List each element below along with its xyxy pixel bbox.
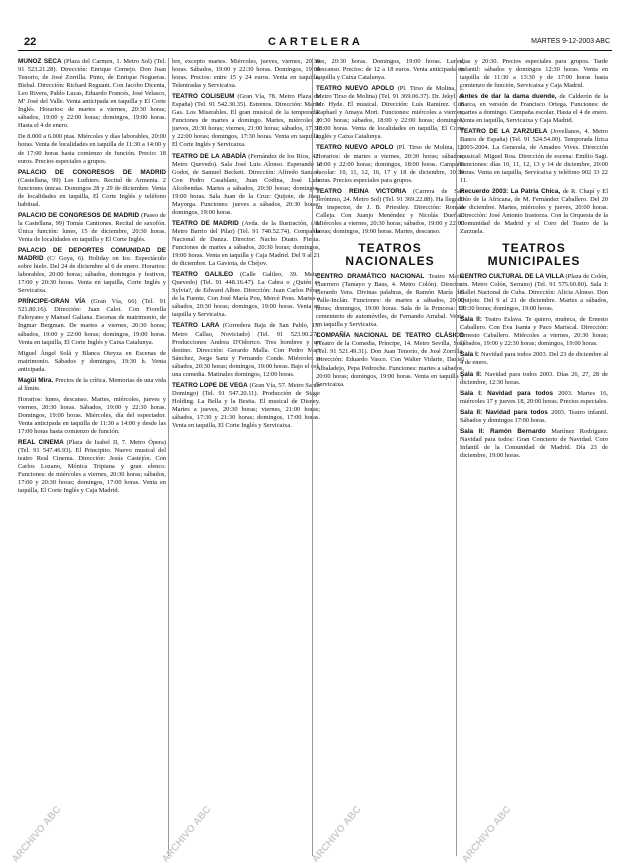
- watermark: ARCHIVO ABC: [10, 804, 64, 865]
- column-2: [172, 58, 320, 856]
- listing-entry: [460, 128, 608, 184]
- venue-name: TEATRO NUEVO APOLO: [316, 144, 397, 152]
- listing-text: (Corredera Baja de San Pablo, 15. Metro Callao, Noviciado) (Tel. 91 523.90.27). Producciones Andrea D'Odorico. Tres hombres y un destino. Dirección: Gerardo Malla. Con Pedro Mari Sánchez, Jorge Sanz y Fernando Conde. Miércoles a sábados, 20:30 horas; domingos, 19:00 horas. Bajo el sol, una comedia. Matinales domingos, 12:00 horas.: [172, 322, 320, 378]
- venue-name: PALACIO DE CONGRESOS DE MADRID: [18, 168, 166, 176]
- listing-entry: [18, 350, 166, 374]
- listing-text: Precios de la crítica. Memorias de una vida al límite.: [18, 376, 166, 392]
- listing-text: (Jovellanos, 4. Metro Banco de España) (Tel. 91 524.54.00). Temporada lírica 2003-2004. La Generala, de Amadeo Vives. Dirección musical: Miguel Roa. Dirección de escena: Emilio Sagi. Funciones: días 10, 11, 12, 13 y 14 de diciembre, 20:00 horas. Venta en taquilla, Servicaixa y teléfono 902 33 22 11.: [460, 128, 608, 184]
- listing-entry: [172, 93, 320, 149]
- venue-name: TEATRO DE LA ABADÍA: [172, 152, 249, 160]
- listing-text: nes, 20:30 horas. Domingos, 19:00 horas. Lunes, descanso. Precios: de 12 a 18 euros. Venta anticipada en taquilla y Caixa Catalunya.: [316, 58, 464, 82]
- listing-text: (Plaza de Isabel II, 7. Metro Ópera) (Tel. 91 547.46.93). El Principito. Nuevo musical del teatro Real Cinema. Dirección: Jesús Castejón. Con Carlos Lozano, Mónica Tripiana y gran elenco. Funciones: de miércoles a viernes, 20:30 horas; sábados, 17:00 y 20:30 horas; domingos, 17:00 horas. Venta en taquilla, El Corte Inglés y Caja Madrid.: [18, 439, 166, 495]
- venue-name: Sala II:: [460, 370, 485, 378]
- listing-text: (Pl. Tirso de Molina, 1. Metro Tirso de Molina) (Tel. 91 369.06.37). Dr. Jekyll & Mr. Hyde. El musical. Dirección: Luis Ramírez. Con Raphael y Amaya Mori. Funciones: miércoles a viernes, 20:30 horas; sábados, 18:00 y 22:00 horas; domingos, 18:00 horas. Venta de localidades en taquilla, El Corte Inglés y Caixa Catalunya.: [316, 85, 464, 141]
- section-heading: TEATROS NACIONALES: [345, 240, 435, 268]
- column-divider: [312, 58, 313, 856]
- listing-text: Martínez Rodríguez. Navidad para todos: Gran Concierto de Navidad. Coro Infantil de la Comunidad de Madrid. Día 23 de diciembre, 19:00 horas.: [460, 427, 608, 459]
- listing-entry: [172, 382, 320, 430]
- listing-entry: [18, 439, 166, 495]
- venue-name: CENTRO CULTURAL DE LA VILLA: [460, 272, 566, 280]
- venue-name: PALACIO DE DEPORTES COMUNIDAD DE MADRID: [18, 247, 166, 263]
- listing-text: (Teatro de la Comedia, Príncipe, 14. Metro Sevilla, Sol) (Tel. 91 521.49.31). Don Juan Tenorio, de José Zorrilla. Dirección: Eduardo Vasco. Con Walter Vidarte, Daniel Albaladejo, Pepa Pedroche. Funciones: martes a sábados, 20:00 horas; domingos, 19:00 horas. Venta en taquilla y Servicaixa.: [316, 340, 464, 388]
- page-header: [18, 36, 612, 51]
- listing-text: de Calderón de la Barca, en versión de Francisco Ortega. Funciones: de martes a domingo. Campaña escolar. Hasta el 4 de enero. Venta en taquilla, Servicaixa y Caja Madrid.: [460, 93, 608, 125]
- listing-entry: [172, 58, 320, 90]
- listing-text: (Gran Vía, 66) (Tel. 91 521.80.16). Dirección: Juan Calot. Con Fiorella Faltoyano y Manuel Galiana. Escenas de matrimonio, de Ingmar Bergman. De martes a viernes, 20:30 horas; sábados, 19:00 y 22:00 horas; domingos, 19:00 horas. Venta en taquilla, El Corte Inglés y Caixa Catalunya.: [18, 298, 166, 346]
- column-divider: [168, 58, 169, 856]
- venue-name: Sala I: Navidad para todos: [460, 389, 559, 397]
- listing-entry: [316, 58, 464, 82]
- listing-text: (Plaza del Carmen, 1. Metro Sol) (Tel. 91 523.21.28). Dirección: Enrique Cornejo. Don Juan Tenorio, de José Zorrilla. Pinto, de Enrique Nogueras. Bisbal. Dirección: Richard Reguant. Con Jacobo Dicenta, Leo Rivera, Pablo Lucas, Eduardo Francés, José Velasco, Mª José del Valle. Venta anticipada en taquilla y El Corte Inglés. Horarios: de martes a viernes, 20:30 horas; sábados, 19:00 y 22:00 horas; domingos, 19:00 horas. Hasta el 4 de enero.: [18, 58, 166, 130]
- listing-text: De 8.000 a 6.000 ptas. Miércoles y días laborables, 20:00 horas. Venta de localidades en taquilla de 11:30 a 14:00 y de 17:00 horas hasta comienzo de función. Precio: 18 euros. Precios especiales a grupos.: [18, 133, 166, 165]
- listing-entry: [316, 188, 464, 236]
- listing-entry: [316, 332, 464, 388]
- listing-entry: [460, 273, 608, 313]
- listing-text: (Plaza de Colón, s/n. Metro Colón, Serrano) (Tel. 91 575.60.80). Sala I: Ballet Nacional de Cuba. Dirección: Alicia Alonso. Don Quijote. Del 9 al 21 de diciembre. Martes a sábados, 20:30 horas; domingos, 19:00 horas.: [460, 272, 608, 313]
- venue-name: TEATRO COLISEUM: [172, 93, 238, 101]
- listing-entry: [460, 371, 608, 387]
- venue-name: COMPAÑÍA NACIONAL DE TEATRO CLÁSICO: [316, 332, 464, 340]
- watermark: ARCHIVO ABC: [460, 804, 514, 865]
- listing-entry: [316, 144, 464, 184]
- listing-entry: [18, 247, 166, 295]
- column-4: [460, 58, 608, 856]
- venue-name: TEATRO LARA: [172, 322, 223, 330]
- listing-text: de R. Chapí y El Dúo de la Africana, de M. Fernández Caballero. Del 20 de diciembre. Martes, miércoles y jueves, 20:00 horas. Dirección: José Antonio Irastorza. Con la Orquesta de la Comunidad de Madrid y el Coro del Teatro de la Zarzuela.: [460, 187, 608, 235]
- venue-name: Sala II:: [460, 316, 485, 324]
- listing-text: (Fernández de los Ríos, 42. Metro Quevedo). Sala José Luis Alonso. Esperando a Godot, de Samuel Beckett. Dirección: Alfredo Sanzol. Con Pedro Casablanc, Juan Codina, José Luis Alcobendas. Martes a sábados, 20:30 horas; domingos, 19:00 horas. Sala Juan de la Cruz: Quijote, de Juan Mayorga. Funciones: jueves a sábados, 20:30 horas; domingos, 19:00 horas.: [172, 152, 320, 216]
- listing-entry: [460, 351, 608, 367]
- venue-name: PALACIO DE CONGRESOS DE MADRID: [18, 211, 142, 219]
- watermark: ARCHIVO ABC: [160, 804, 214, 865]
- page-number: 22: [24, 36, 37, 48]
- listing-entry: [18, 169, 166, 209]
- listing-entry: [460, 428, 608, 460]
- listing-entry: [460, 188, 608, 236]
- listing-entry: [18, 377, 166, 393]
- listing-text: Navidad para todos 2003. Días 26, 27, 28 de diciembre, 12:30 horas.: [460, 370, 608, 386]
- listing-entry: [316, 85, 464, 141]
- listing-entry: [18, 58, 166, 130]
- listing-text: 2003. Teatro infantil. Sábados y domingos 17:00 horas.: [460, 408, 608, 424]
- listing-text: (Carrera de San Jerónimo, 24. Metro Sol) (Tel. 91 369.22.88). Ha llegado un inspector, de J. B. Priestley. Dirección: Román Calleja. Con Juanjo Menéndez y Nicolás Dueñas. Miércoles a viernes, 20:30 horas; sábados, 19:00 y 22:00 horas; domingos, 19:00 horas. Martes, descanso.: [316, 187, 464, 235]
- listing-entry: [172, 153, 320, 217]
- listing-entry: [316, 273, 464, 329]
- venue-name: Sala II: Ramón Bernardo: [460, 427, 552, 435]
- section-heading: TEATROS MUNICIPALES: [487, 240, 581, 268]
- listing-entry: [18, 133, 166, 165]
- venue-name: PRÍNCIPE-GRAN VÍA: [18, 298, 92, 306]
- listing-entry: [18, 212, 166, 244]
- venue-name: TEATRO REINA VICTORIA: [316, 187, 414, 195]
- listing-entry: [460, 316, 608, 348]
- listing-text: Teatro María Guerrero (Tamayo y Baus, 4. Metro Colón). Director: Gerardo Vera. Divinas palabras, de Ramón María del Valle-Inclán. Funciones: de martes a sábados, 20:00 horas; domingos, 19:00 horas. Sala de la Princesa: El cementerio de automóviles, de Fernando Arrabal. Venta en taquilla y Servicaixa.: [316, 272, 464, 329]
- venue-name: TEATRO LOPE DE VEGA: [172, 381, 250, 389]
- listing-entry: [460, 390, 608, 406]
- listing-text: (Avda. de la Ilustración, s/n. Metro Barrio del Pilar) (Tel. 91 740.52.74). Compañía Nacional de Danza. Director: Nacho Duato. Fiesta. Funciones de martes a sábados, 20:30 horas; domingos, 19:00 horas. Venta en taquilla y Caja Madrid. Del 9 al 21 de diciembre. La Gaviota, de Chéjov.: [172, 219, 320, 268]
- venue-name: TEATRO DE MADRID: [172, 219, 242, 227]
- listing-entry: [18, 298, 166, 346]
- column-3: [316, 58, 464, 856]
- listing-text: (Calle Galileo, 39. Metro Quevedo) (Tel. 91 448.16.47). La Cabra o ¿Quién es Sylvia?, de Edward Albee. Dirección: Juan Carlos Pérez de la Fuente. Con José María Pou, Mercè Pons. Martes a sábados, 20:30 horas; domingos, 19:00 horas. Venta en taquilla y Servicaixa.: [172, 271, 320, 319]
- venue-name: Antes de dar la dama duende,: [460, 93, 560, 101]
- listing-text: Teatro Eslava. Te quiero, muñeca, de Ernesto Caballero. Con Eva Isanta y Paco Mariscal. Dirección: Ernesto Caballero. Miércoles a viernes, 20:30 horas; sábados, 19:00 y 22:30 horas; domingos, 19:00 horas.: [460, 316, 608, 348]
- listing-entry: [172, 220, 320, 268]
- watermark: ARCHIVO ABC: [310, 804, 364, 865]
- listing-text: (Gran Vía, 78. Metro Plaza de España) (Tel. 91 542.30.35). Estrenos. Dirección: Mario Gas. Los Miserables. El gran musical de la temporada. Funciones de martes a domingo. Martes, miércoles y jueves, 20:30 horas; viernes, 21:00 horas; sábados, 17:30 y 22:00 horas; domingos, 17:30 horas. Venta en taquilla, El Corte Inglés y Servicaixa.: [172, 93, 320, 149]
- venue-name: TEATRO DE LA ZARZUELA: [460, 128, 551, 136]
- venue-name: TEATRO NUEVO APOLO: [316, 85, 398, 93]
- section-title: CARTELERA: [268, 36, 363, 48]
- venue-name: MUÑOZ SECA: [18, 58, 64, 65]
- venue-name: TEATRO GALILEO: [172, 271, 241, 279]
- listing-entry: [172, 271, 320, 319]
- listing-text: (Gran Vía, 57. Metro Santo Domingo) (Tel. 91 547.20.11). Producción de Stage Holding. La Bella y la Bestia. El musical de Disney. Martes a jueves, 20:30 horas; viernes, 21:00 horas; sábados, 17:30 y 21:30 horas; domingos, 17:00 horas. Venta en taquilla, El Corte Inglés y Servicaixa.: [172, 381, 320, 430]
- listing-entry: [460, 58, 608, 90]
- listing-entry: [18, 396, 166, 436]
- listing-text: Navidad para todos 2003. Del 23 de diciembre al 4 de enero.: [460, 351, 608, 367]
- listing-text: Miguel Ángel Solá y Blanca Oteyza en Escenas de matrimonio. Sábados y domingos, 19:30 h. Venta anticipada.: [18, 349, 166, 373]
- venue-name: CENTRO DRAMÁTICO NACIONAL: [316, 272, 429, 280]
- column-divider: [456, 58, 457, 856]
- listing-text: (Paseo de la Castellana, 99) Tomás Cantiones. Recital de saxofón. Única función: lunes, 15 de diciembre, 20:30 horas. Venta de localidades en taquilla y El Corte Inglés.: [18, 211, 166, 243]
- column-1: [18, 58, 166, 856]
- venue-name: Recuerdo 2003: La Patria Chica,: [460, 187, 563, 195]
- venue-name: Sala II: Navidad para todos: [460, 408, 552, 416]
- listing-entry: [172, 322, 320, 378]
- listing-text: (Castellana, 99) Les Luthiers. Recital de Armenta. 2 funciones únicas. Domingos 28 y 29 de diciembre. Venta de localidades en taquilla, El Corte Inglés y teléfono habitual.: [18, 176, 166, 208]
- listing-text: 2003. Martes 16, miércoles 17 y jueves 18, 20:00 horas. Precios especiales.: [460, 389, 608, 405]
- venue-name: Magüi Mira.: [18, 376, 56, 384]
- listing-entry: [460, 409, 608, 425]
- listing-text: (C/ Goya, 6). Holiday on Ice. Espectáculo sobre hielo. Del 24 de diciembre al 6 de enero. Horarios: laborables, 20:00 horas; sábados, domingos y festivos, 17:00 y 20:30 horas. Venta en taquilla, Corte Inglés y Servicaixa.: [18, 255, 166, 295]
- venue-name: Sala I:: [460, 351, 481, 359]
- venue-name: REAL CINEMA: [18, 439, 67, 447]
- listing-text: dias y 20:30. Precios especiales para grupos. Tarde infantil: sábados y domingos 12:30 horas. Venta en taquilla de 11:30 a 13:30 y de 17:00 horas hasta comienzo de función, Servicaixa y Caja Madrid.: [460, 58, 608, 90]
- listing-text: Horarios: lunes, descanso. Martes, miércoles, jueves y viernes, 20:30 horas. Sábados, 19:00 y 22:30 horas. Domingos, 19:00 horas. Miércoles, día del espectador. Venta anticipada en taquilla de 11:30 a 14:00 y desde las 17:00 horas hasta comienzo de función.: [18, 395, 166, 436]
- listing-entry: [460, 93, 608, 125]
- listing-text: bre, excepto martes. Miércoles, jueves, viernes, 20:30 horas. Sábados, 19:00 y 22:30 horas. Domingos, 19:00 horas. Precios: entre 15 y 24 euros. Venta en taquilla, Telentradas y Servicaixa.: [172, 58, 320, 90]
- listing-text: (Pl. Tirso de Molina, 1). Horarios: de martes a viernes, 20:30 horas; sábados, 18:00 y 22:00 horas; domingos, 18:00 horas. Campaña escolar: 10, 11, 12, 16, 17 y 18 de diciembre, 10:30 horas. Precios especiales para grupos.: [316, 144, 464, 184]
- dateline: MARTES 9-12-2003 ABC: [531, 38, 610, 45]
